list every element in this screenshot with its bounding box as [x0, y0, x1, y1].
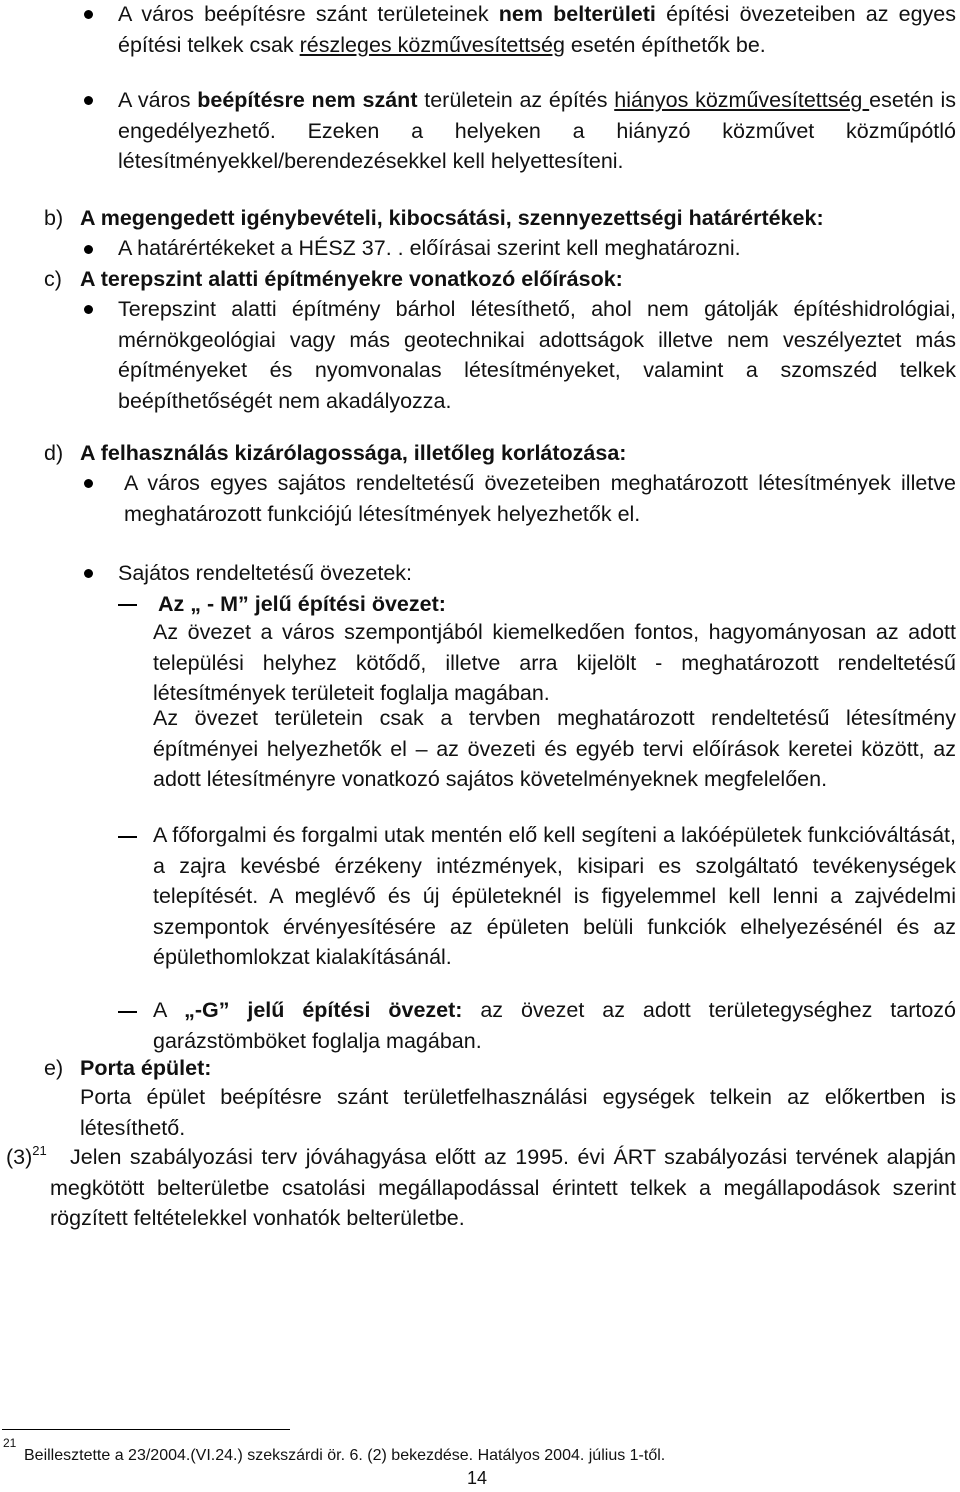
zone-title-m: Az „ - M” jelű építési övezet: — [158, 592, 446, 616]
bullet-icon — [84, 305, 93, 314]
section-title-b: A megengedett igénybevételi, kibocsátási, szennyezettségi határértékek: — [80, 206, 824, 230]
paragraph-g-zone: A „-G” jelű építési övezet: az övezet az adott területegységhez tartozó garázstömböket foglalja magában. — [153, 998, 956, 1053]
paragraph-hatarertekek: A határértékeket a HÉSZ 37. . előírásai szerint kell meghatározni. — [118, 236, 741, 260]
paragraph-nem-belteruleti: A város beépítésre szánt területeinek nem belterületi építési övezeteiben az egyes építési telkek csak részleges közművesítettség esetén építhetők be. — [118, 2, 956, 57]
bullet-icon — [84, 569, 93, 578]
paragraph-m-zone-1: Az övezet a város szempontjából kiemelkedően fontos, hagyományosan az adott települési helyhez kötődő, illetve arra kijelölt - meghatározott rendeltetésű létesítmények területeit foglalja magában. — [153, 620, 956, 706]
section-title-c: A terepszint alatti építményekre vonatkozó előírások: — [80, 267, 623, 291]
dash-icon — [118, 836, 137, 838]
bullet-icon — [84, 10, 93, 19]
footnote-reference[interactable]: 21 — [32, 1143, 47, 1158]
section-label-b: b) — [44, 206, 64, 230]
bullet-icon — [84, 479, 93, 488]
footnote-text: Beillesztette a 23/2004.(VI.24.) szekszárdi ör. 6. (2) bekezdése. Hatályos 2004. július 1-től. — [24, 1447, 666, 1464]
paragraph-number-3: $(3)^{21}$ — [6, 1143, 47, 1169]
paragraph-beepitesre-nem-szant: A város beépítésre nem szánt területein az építés hiányos közművesítettség esetén is engedélyezhető. Ezeken a helyeken a hiányzó közművet közműpótló létesítményekkel/berendezésekkel kell helyettesíteni. — [118, 88, 956, 174]
paragraph-3: Jelen szabályozási terv jóváhagyása előtt az 1995. évi ÁRT szabályozási tervének alapján megkötött belterületbe csatolási megállapodással érintett telkek a megállapodások szerint rögzített feltételekkel vonhatók belterületbe. — [50, 1145, 956, 1231]
bullet-icon — [84, 96, 93, 105]
section-title-e: Porta épület: — [80, 1056, 212, 1080]
footnote-divider — [2, 1429, 290, 1430]
section-label-e: e) — [44, 1056, 64, 1080]
section-label-d: d) — [44, 441, 64, 465]
paragraph-sajatos-letesitmenyek: A város egyes sajátos rendeltetésű övezeteiben meghatározott létesítmények illetve meghatározott funkciójú létesítmények helyezhetők el. — [124, 471, 956, 526]
section-title-d: A felhasználás kizárólagossága, illetőleg korlátozása: — [80, 441, 627, 465]
paragraph-foforgalmi-utak: A főforgalmi és forgalmi utak mentén elő kell segíteni a lakóépületek funkcióváltását, a zajra kevésbé érzékeny intézmények, kisipari es szolgáltató tevékenységek telepítését. A meglévő és új épületeknél is figyelemmel kell lenni a zajvédelmi szempontok érvényesítésére az épületen belüli funkciók elhelyezésénél és az épülethomlokzat kialakításánál. — [153, 823, 956, 970]
paragraph-porta-epulet: Porta épület beépítésre szánt területfelhasználási egységek telkein az előkertben is létesíthető. — [80, 1085, 956, 1140]
dash-icon — [118, 604, 137, 606]
paragraph-m-zone-2: Az övezet területein csak a tervben meghatározott rendeltetésű létesítmény építményei helyezhetők el – az övezeti és egyéb tervi előírások keretei között, az adott létesítményre vonatkozó sajátos követelményeknek megfelelően. — [153, 706, 956, 792]
footnote-mark: 21 — [3, 1436, 17, 1450]
section-label-c: c) — [44, 267, 62, 291]
paragraph-sajatos-ovezetek: Sajátos rendeltetésű övezetek: — [118, 561, 413, 585]
bullet-icon — [84, 245, 93, 254]
page-number: 14 — [467, 1468, 488, 1488]
dash-icon — [118, 1011, 137, 1013]
paragraph-terepszint: Terepszint alatti építmény bárhol létesíthető, ahol nem gátolják építéshidrológiai, mérnökgeológiai vagy más geotechnikai adottságok illetve nem veszélyeztet más építményeket és nyomvonalas létesítményeket, valamint a szomszéd telkek beépíthetőségét nem akadályozza. — [118, 297, 956, 413]
